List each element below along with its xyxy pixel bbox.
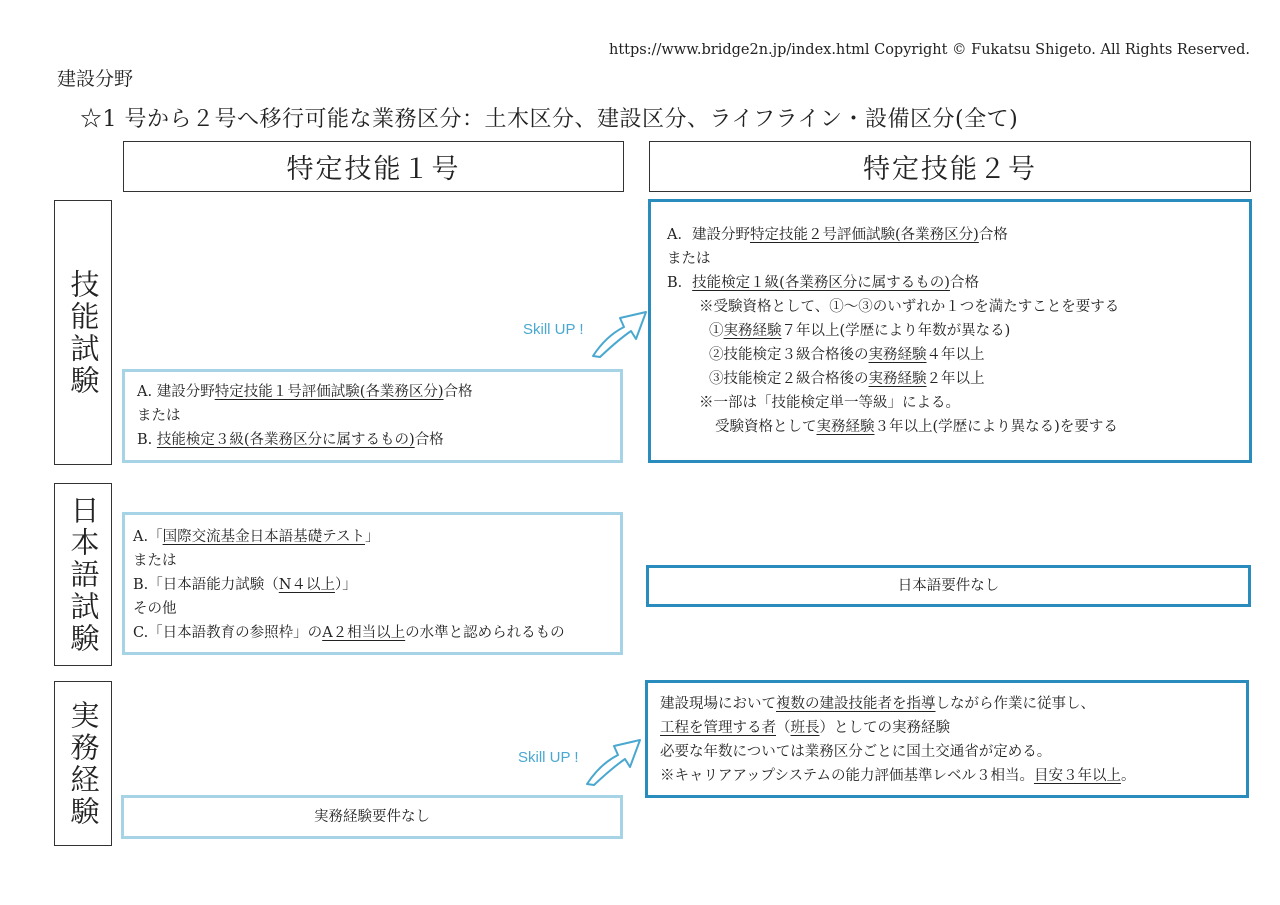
exp2-line-3: 必要な年数については業務区分ごとに国土交通省が定める。 [660,744,1052,760]
skill-up-label-experience: Skill UP ! [518,749,579,766]
jp1-line-b: B.「日本語能力試験（N４以上）」 [133,577,357,593]
experience-level2-box [645,680,1249,798]
column-header-level2: 特定技能２号 [649,141,1251,192]
skill1-line-a: A. 建設分野特定技能１号評価試験(各業務区分)合格 [137,384,473,400]
skill-up-arrow-icon [584,730,644,786]
jp1-line-c: C.「日本語教育の参照枠」のA２相当以上の水準と認められるもの [133,625,565,641]
exp2-line-1: 建設現場において複数の建設技能者を指導しながら作業に従事し、 [660,696,1095,712]
exp2-line-4: ※キャリアアップシステムの能力評価基準レベル３相当。目安３年以上。 [660,768,1136,784]
skill2-line-or: または [667,251,711,267]
skill2-line-b: B．技能検定１級(各業務区分に属するもの)合格 [667,275,979,291]
japanese-level2-box [646,565,1251,607]
jp1-line-a: A.「国際交流基金日本語基礎テスト」 [133,529,380,545]
skill2-note-single-grade: ※一部は「技能検定単一等級」による。 [699,395,960,411]
skill-up-arrow-icon [590,300,650,358]
row-label-skill: 技能試験 [54,200,112,465]
transition-heading: ☆1 号から２号へ移行可能な業務区分：土木区分、建設区分、ライフライン・設備区分(全て) [80,107,1019,132]
skill2-condition-3: ③技能検定２級合格後の実務経験２年以上 [709,371,985,387]
experience-level1-box [121,795,623,839]
row-label-japanese: 日本語試験 [54,483,112,666]
skill-up-label-skill: Skill UP ! [523,321,584,338]
skill-level2-box [648,199,1252,463]
skill2-line-a: A．建設分野特定技能２号評価試験(各業務区分)合格 [667,227,1008,243]
skill2-condition-2: ②技能検定３級合格後の実務経験４年以上 [709,347,985,363]
skill-level1-box [122,369,623,463]
row-label-experience: 実務経験 [54,681,112,846]
jp1-line-or: または [133,553,177,569]
skill2-condition-1: ①実務経験７年以上(学歴により年数が異なる) [709,323,1011,339]
japanese-level1-box [122,512,623,655]
skill2-note-experience: 受験資格として実務経験３年以上(学歴により異なる)を要する [715,419,1118,435]
skill1-line-or: または [137,408,181,424]
field-title: 建設分野 [57,68,134,90]
copyright-notice: https://www.bridge2n.jp/index.html Copyright © Fukatsu Shigeto. All Rights Reserved. [608,42,1250,58]
skill2-note-requirements: ※受験資格として、①～③のいずれか１つを満たすことを要する [699,299,1120,315]
skill1-line-b: B. 技能検定３級(各業務区分に属するもの)合格 [137,432,444,448]
exp1-text: 実務経験要件なし [314,809,430,825]
column-header-level1: 特定技能１号 [123,141,624,192]
jp2-text: 日本語要件なし [897,578,1000,594]
jp1-line-other: その他 [133,601,177,617]
exp2-line-2: 工程を管理する者（班長）としての実務経験 [660,720,950,736]
